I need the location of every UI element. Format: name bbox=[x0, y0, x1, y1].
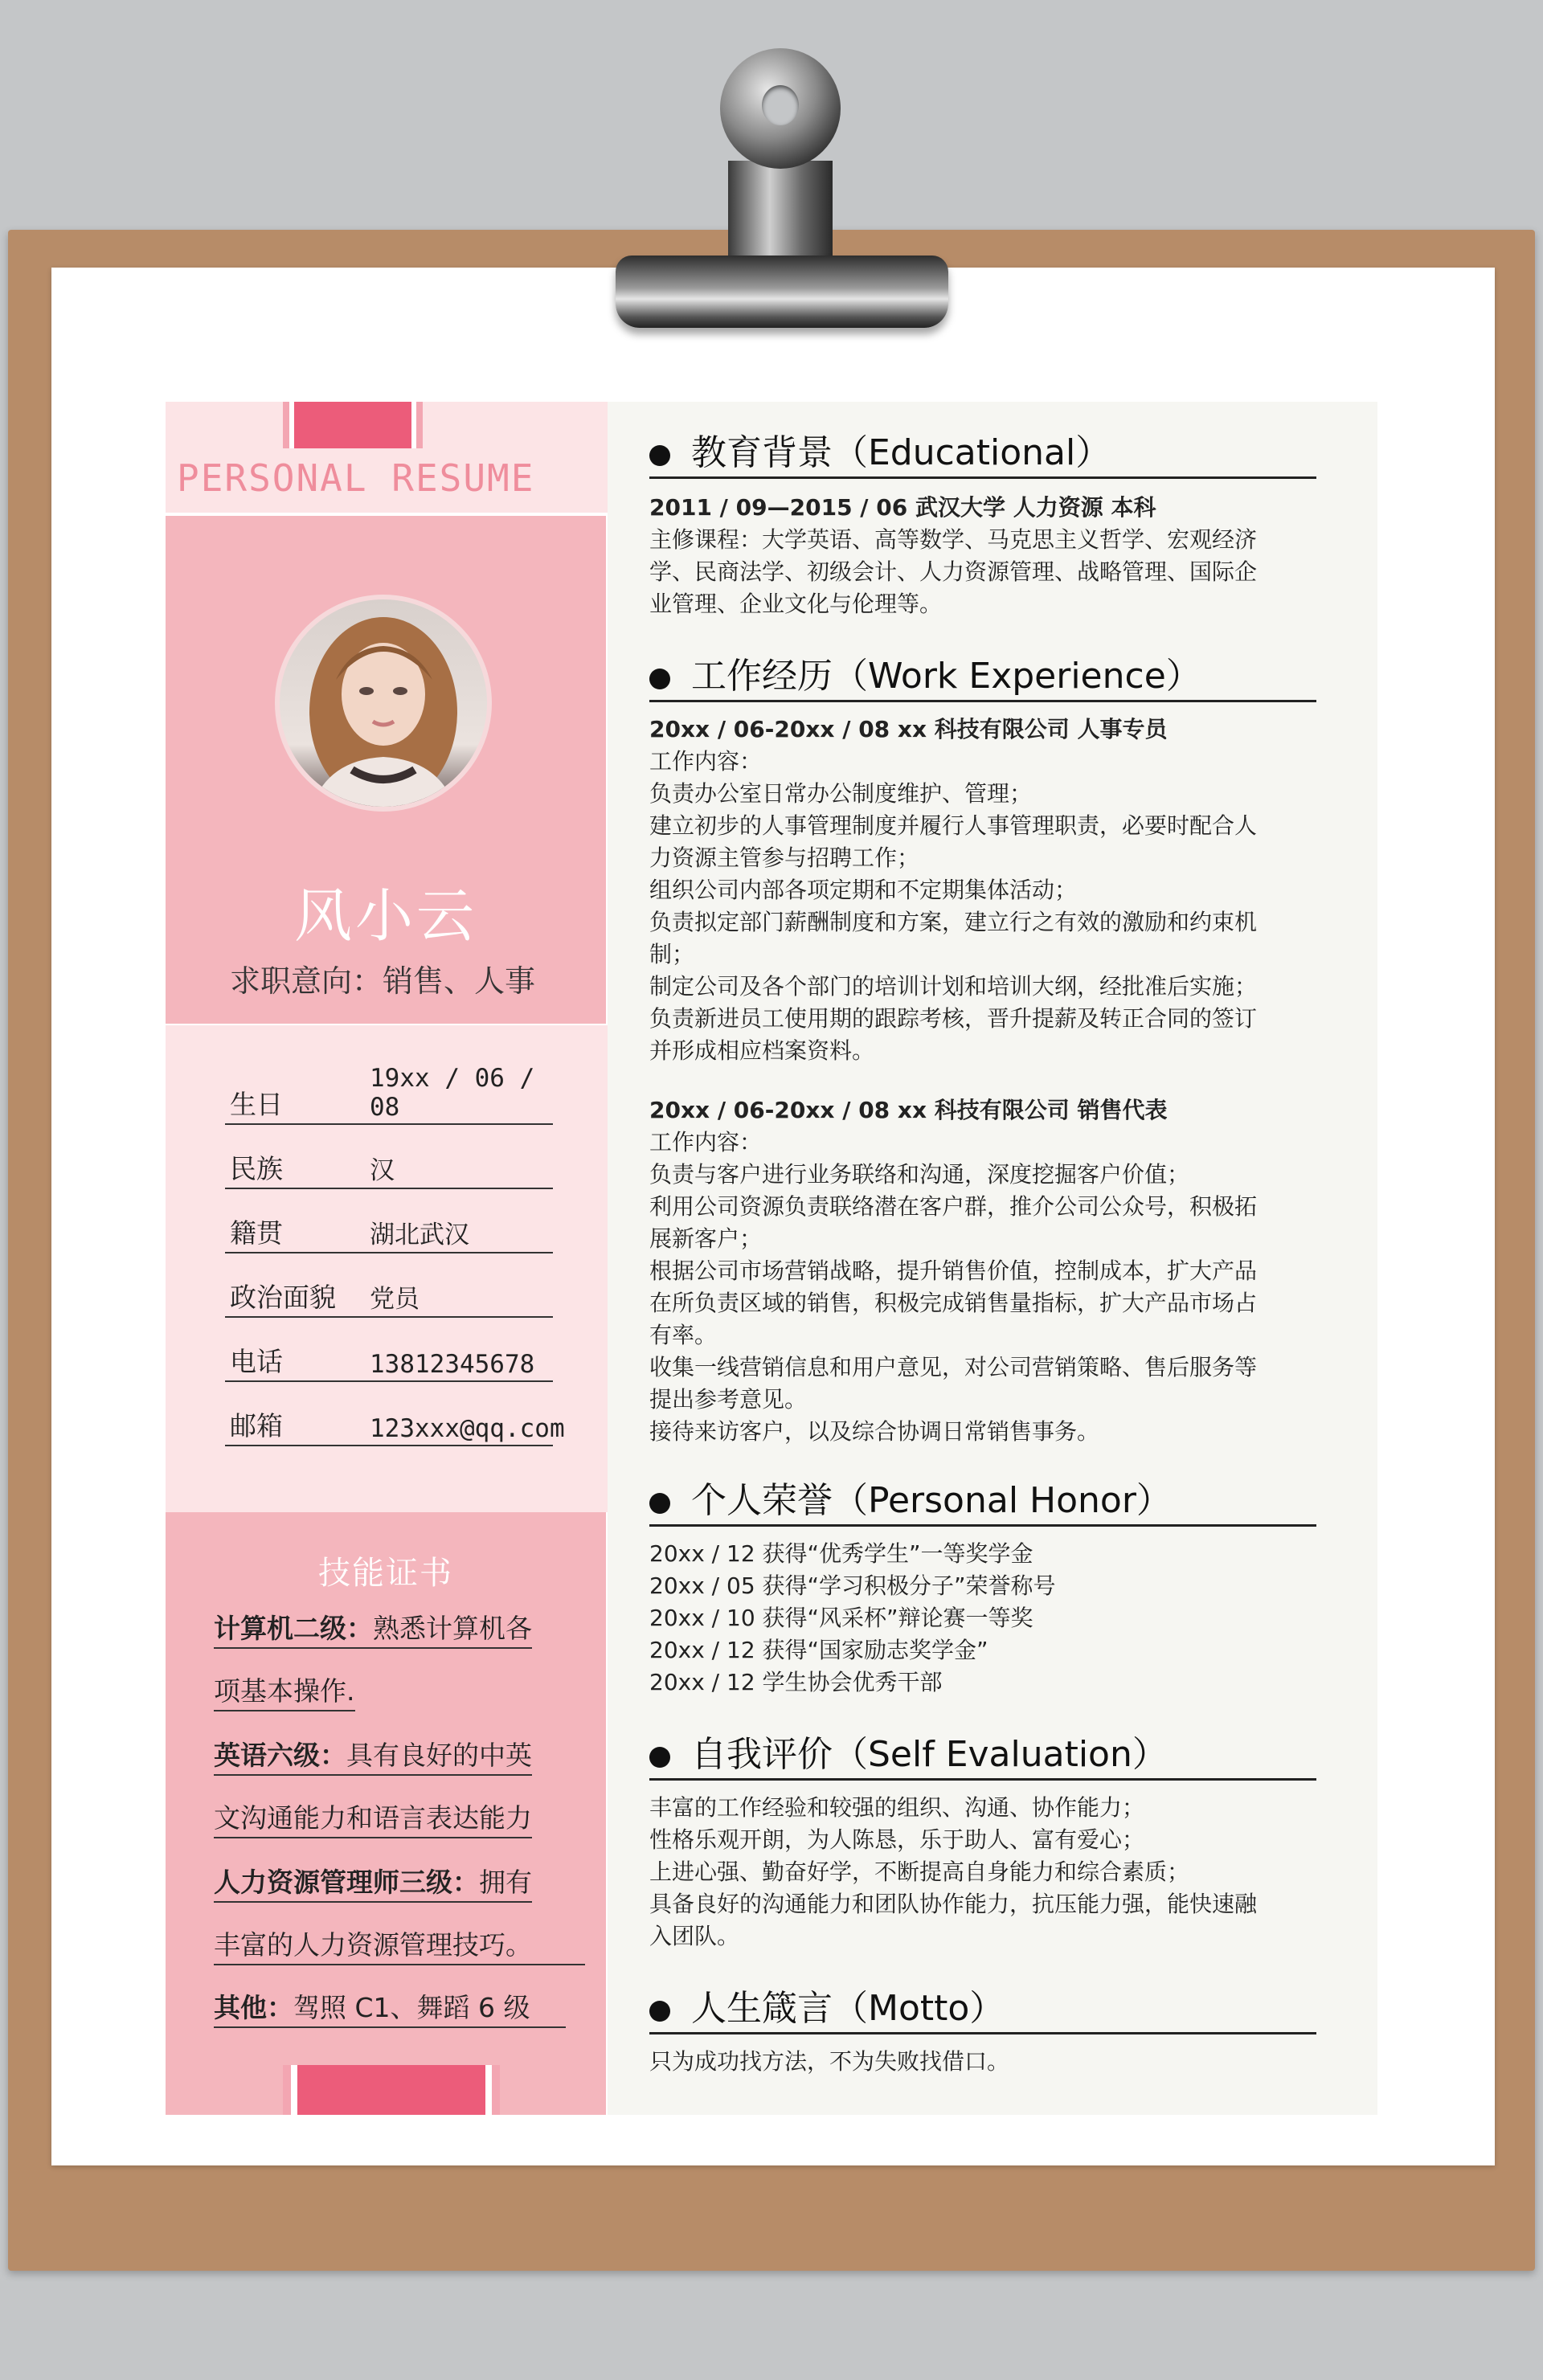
text-line: 根据公司市场营销战略，提升销售价值，控制成本，扩大产品 bbox=[649, 1257, 1258, 1284]
text-line: 具备良好的沟通能力和团队协作能力，抗压能力强，能快速融 bbox=[649, 1891, 1258, 1917]
text-line: 负责与客户进行业务联络和沟通，深度挖掘客户价值； bbox=[649, 1161, 1190, 1188]
education-head: 2011 / 09—2015 / 06 武汉大学 人力资源 本科 bbox=[649, 494, 1156, 521]
resume-main bbox=[608, 402, 1377, 2115]
info-row-ethnicity bbox=[225, 1152, 553, 1189]
binder-clip bbox=[616, 48, 948, 354]
info-label: 民族 bbox=[230, 1153, 283, 1184]
info-value: 党员 bbox=[370, 1285, 420, 1314]
text-line: 有率。 bbox=[649, 1322, 718, 1348]
skill-name: 人力资源管理师三级： bbox=[214, 1867, 479, 1898]
text-line: 负责新进员工使用期的跟踪考核，晋升提薪及转正合同的签订 bbox=[649, 1005, 1258, 1032]
skill-name: 英语六级： bbox=[214, 1740, 346, 1771]
education-body bbox=[649, 492, 1316, 620]
text-line: 力资源主管参与招聘工作； bbox=[649, 844, 920, 871]
text-line: 并形成相应档案资料。 bbox=[649, 1037, 875, 1064]
clip-base bbox=[616, 256, 948, 328]
text-line: 性格乐观开朗，为人陈恳，乐于助人、富有爱心； bbox=[649, 1826, 1145, 1853]
clip-neck bbox=[728, 161, 833, 265]
text-line: 利用公司资源负责联络潜在客户群，推介公司公众号，积极拓 bbox=[649, 1193, 1258, 1220]
text-line: 展新客户； bbox=[649, 1225, 763, 1252]
info-row-birthday bbox=[225, 1064, 553, 1125]
text-line: 丰富的工作经验和较强的组织、沟通、协作能力； bbox=[649, 1794, 1145, 1821]
text-line: 工作内容： bbox=[649, 1129, 763, 1155]
skill-desc: 文沟通能力和语言表达能力 bbox=[214, 1802, 532, 1834]
honor-item: 20xx / 05 获得“学习积极分子”荣誉称号 bbox=[649, 1572, 1056, 1599]
self-body bbox=[649, 1792, 1316, 1953]
bullet-icon bbox=[649, 1493, 670, 1514]
info-value: 湖北武汉 bbox=[370, 1221, 469, 1249]
text-line: 制定公司及各个部门的培训计划和培训大纲，经批准后实施； bbox=[649, 973, 1258, 1000]
work-job-1 bbox=[649, 714, 1316, 1067]
skills-title: 技能证书 bbox=[318, 1555, 453, 1592]
profile-card bbox=[166, 516, 606, 1024]
clip-ring bbox=[720, 48, 841, 169]
work-job-2 bbox=[649, 1094, 1316, 1448]
skill-line bbox=[214, 1927, 585, 1965]
info-value: 13812345678 bbox=[370, 1350, 535, 1379]
info-label: 政治面貌 bbox=[230, 1282, 336, 1313]
skill-desc: 丰富的人力资源管理技巧。 bbox=[214, 1929, 532, 1961]
skill-name: 计算机二级： bbox=[214, 1613, 373, 1644]
bullet-icon bbox=[649, 1747, 670, 1768]
resume-header bbox=[166, 402, 608, 513]
section-title-work: 工作经历（Work Experience） bbox=[649, 654, 1316, 702]
skill-desc: 熟悉计算机各 bbox=[373, 1613, 532, 1644]
info-value: 19xx / 06 / 08 bbox=[370, 1064, 535, 1122]
text-line: 组织公司内部各项定期和不定期集体活动； bbox=[649, 877, 1078, 903]
text-line: 负责办公室日常办公制度维护、管理； bbox=[649, 780, 1033, 807]
text-line: 收集一线营销信息和用户意见，对公司营销策略、售后服务等 bbox=[649, 1354, 1258, 1380]
skill-line bbox=[214, 1800, 532, 1838]
text-line: 制； bbox=[649, 941, 695, 967]
text-line: 在所负责区域的销售，积极完成销售量指标，扩大产品市场占 bbox=[649, 1290, 1258, 1316]
skill-line bbox=[214, 1737, 532, 1776]
skill-desc: 项基本操作. bbox=[214, 1675, 355, 1707]
honor-item: 20xx / 10 获得“风采杯”辩论赛一等奖 bbox=[649, 1605, 1033, 1631]
info-label: 电话 bbox=[230, 1346, 283, 1377]
skill-desc: 拥有 bbox=[479, 1867, 532, 1898]
bullet-icon bbox=[649, 2001, 670, 2022]
candidate-name: 风小云 bbox=[293, 882, 477, 950]
info-label: 生日 bbox=[230, 1089, 283, 1120]
info-value: 123xxx@qq.com bbox=[370, 1414, 565, 1443]
resume-label: PERSONAL RESUME bbox=[177, 456, 535, 500]
text-line: 入团队。 bbox=[649, 1923, 740, 1949]
info-row-hometown bbox=[225, 1217, 553, 1253]
info-row-phone bbox=[225, 1345, 553, 1382]
job-head: 20xx / 06-20xx / 08 xx 科技有限公司 销售代表 bbox=[649, 1097, 1168, 1123]
text-line: 只为成功找方法，不为失败找借口。 bbox=[649, 2048, 1010, 2075]
skill-desc: 驾照 C1、舞蹈 6 级 bbox=[293, 1992, 530, 2023]
info-label: 籍贯 bbox=[230, 1217, 283, 1249]
text-line: 接待来访客户，以及综合协调日常销售事务。 bbox=[649, 1418, 1100, 1445]
ribbon-top bbox=[283, 402, 423, 448]
section-title-motto: 人生箴言（Motto） bbox=[649, 1986, 1316, 2034]
section-title-self: 自我评价（Self Evaluation） bbox=[649, 1732, 1316, 1781]
text-line: 建立初步的人事管理制度并履行人事管理职责，必要时配合人 bbox=[649, 812, 1258, 839]
text-line: 主修课程：大学英语、高等数学、马克思主义哲学、宏观经济 bbox=[649, 526, 1258, 553]
personal-info bbox=[166, 1025, 611, 1512]
section-title-education: 教育背景（Educational） bbox=[649, 431, 1316, 479]
section-title-honor: 个人荣誉（Personal Honor） bbox=[649, 1478, 1316, 1527]
skill-line bbox=[214, 1673, 355, 1711]
skills-section bbox=[166, 1512, 606, 2115]
honor-item: 20xx / 12 获得“优秀学生”一等奖学金 bbox=[649, 1540, 1033, 1567]
text-line: 学、民商法学、初级会计、人力资源管理、战略管理、国际企 bbox=[649, 558, 1258, 585]
info-row-political bbox=[225, 1281, 553, 1318]
text-line: 上进心强、勤奋好学，不断提高自身能力和综合素质； bbox=[649, 1859, 1190, 1885]
job-head: 20xx / 06-20xx / 08 xx 科技有限公司 人事专员 bbox=[649, 716, 1168, 742]
avatar bbox=[275, 595, 492, 812]
text-line: 工作内容： bbox=[649, 748, 763, 775]
ribbon-bottom bbox=[283, 2065, 500, 2115]
honor-item: 20xx / 12 学生协会优秀干部 bbox=[649, 1669, 943, 1695]
info-value: 汉 bbox=[370, 1156, 395, 1185]
bullet-icon bbox=[649, 669, 670, 689]
honor-item: 20xx / 12 获得“国家励志奖学金” bbox=[649, 1637, 988, 1663]
skill-line bbox=[214, 1610, 532, 1649]
info-row-email bbox=[225, 1409, 565, 1446]
text-line: 负责拟定部门薪酬制度和方案，建立行之有效的激励和约束机 bbox=[649, 909, 1258, 935]
text-line: 提出参考意见。 bbox=[649, 1386, 808, 1413]
motto-body bbox=[649, 2046, 1316, 2078]
skill-desc: 具有良好的中英 bbox=[346, 1740, 532, 1771]
bullet-icon bbox=[649, 445, 670, 466]
text-line: 业管理、企业文化与伦理等。 bbox=[649, 591, 943, 617]
info-label: 邮箱 bbox=[230, 1410, 283, 1441]
skill-name: 其他： bbox=[214, 1992, 293, 2023]
job-intent: 求职意向：销售、人事 bbox=[230, 963, 536, 999]
skill-line bbox=[214, 1864, 532, 1903]
honor-body bbox=[649, 1538, 1316, 1699]
skill-line bbox=[214, 1989, 566, 2028]
